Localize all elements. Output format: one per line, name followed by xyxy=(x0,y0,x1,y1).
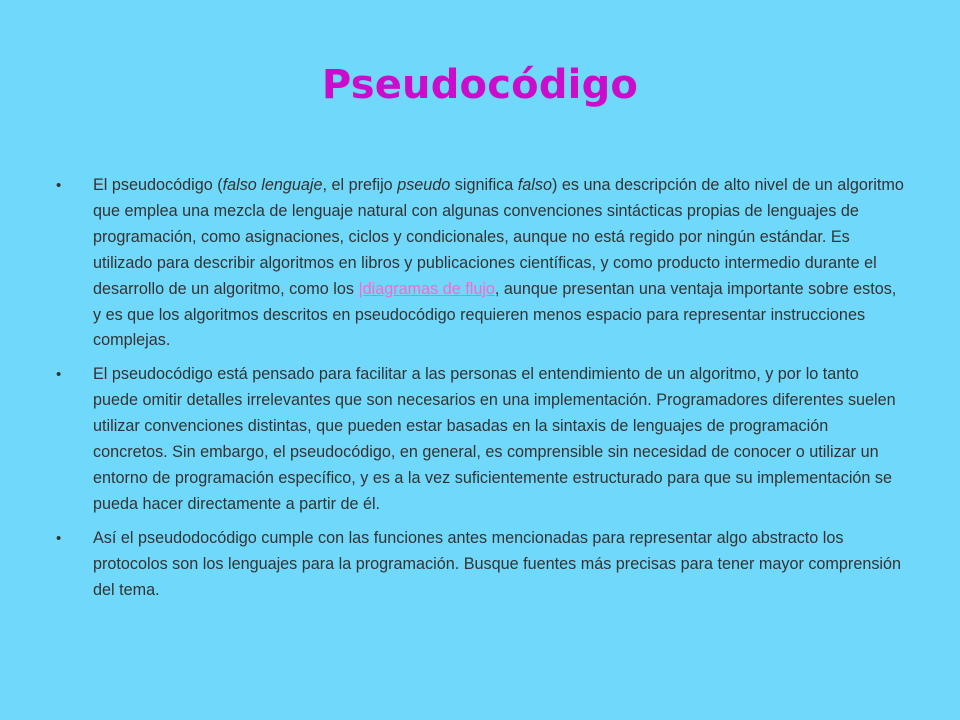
diagramas-de-flujo-link[interactable]: |diagramas de flujo xyxy=(358,279,495,298)
bullet-list xyxy=(56,173,906,612)
bullet-item-purpose xyxy=(56,362,906,517)
bullet-icon: • xyxy=(56,529,62,547)
bullet-text-1: El pseudocódigo (falso lenguaje, el prefijo pseudo significa falso) es una descripción de alto nivel de un algoritmo que emplea una mezcla de lenguaje natural con algunas convenciones sintácticas propias de lenguajes de programación, como asignaciones, ciclos y condicionales, aunque no está regido por ningún estándar. Es utilizado para describir algoritmos en libros y publicaciones científicas, y como producto intermedio durante el desarrollo de un algoritmo, como los |diagramas de flujo, aunque presentan una ventaja importante sobre estos, y es que los algoritmos descritos en pseudocódigo requieren menos espacio para representar instrucciones complejas. xyxy=(93,176,904,350)
bullet-text-3: Así el pseudodocódigo cumple con las funciones antes mencionadas para representar algo abstracto los protocolos son los lenguajes para la programación. Busque fuentes más precisas para tener mayor comprensión del tema. xyxy=(93,528,902,599)
bullet-item-definition xyxy=(56,173,906,354)
bullet-icon: • xyxy=(56,366,62,384)
bullet-text-2: El pseudocódigo está pensado para facilitar a las personas el entendimiento de un algoritmo, y por lo tanto puede omitir detalles irrelevantes que son necesarios en una implementación. Programadores diferentes suelen utilizar convenciones distintas, que pueden estar basadas en la sintaxis de lenguajes de programación concretos. Sin embargo, el pseudocódigo, en general, es comprensible sin necesidad de conocer o utilizar un entorno de programación específico, y es a la vez suficientemente estructurado para que su implementación se pueda hacer directamente a partir de él. xyxy=(93,365,896,513)
bullet-icon: • xyxy=(56,177,62,194)
slide-title: Pseudocódigo xyxy=(321,62,639,108)
bullet-item-conclusion xyxy=(56,526,906,604)
